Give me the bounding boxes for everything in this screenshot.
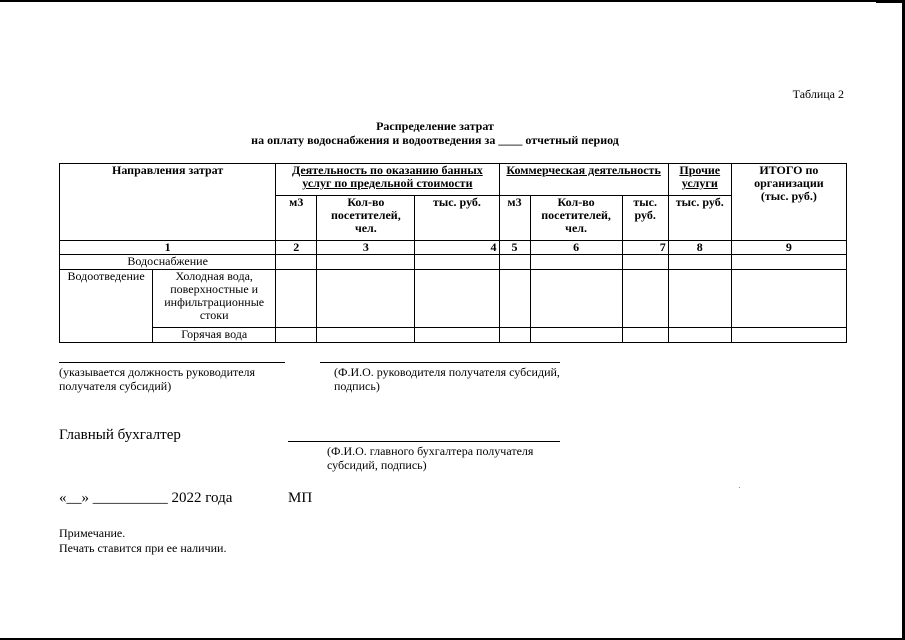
table-cell <box>276 255 317 270</box>
table-cell <box>317 328 415 343</box>
table-cell <box>530 328 622 343</box>
note-text: Печать ставится при ее наличии. <box>59 541 227 555</box>
cost-distribution-table <box>59 163 847 343</box>
accountant-fio-caption: (Ф.И.О. главного бухгалтера получателя субсидий, подпись) <box>327 444 534 472</box>
column-number: 3 <box>317 241 415 255</box>
table-cell <box>530 255 622 270</box>
table-cell <box>622 270 668 328</box>
accountant-signature-line <box>288 441 560 442</box>
table-cell <box>622 328 668 343</box>
subheader-m3: м3 <box>276 196 317 241</box>
table-cell <box>317 255 415 270</box>
table-cell <box>668 328 731 343</box>
document-title <box>200 119 670 147</box>
row-water-supply: Водоснабжение <box>60 255 276 270</box>
header-other-services: Прочие услуги <box>668 164 731 196</box>
subheader-visitors: Кол-во посетителей, чел. <box>317 196 415 241</box>
table-cell <box>499 328 530 343</box>
table-cell <box>530 270 622 328</box>
subheader-thousand-rub: тыс. руб. <box>668 196 731 241</box>
table-cell <box>622 255 668 270</box>
column-number: 2 <box>276 241 317 255</box>
subheader-m3: м3 <box>499 196 530 241</box>
stamp-label: МП <box>288 490 313 506</box>
column-number: 5 <box>499 241 530 255</box>
scan-edge-top <box>0 0 905 2</box>
column-number: 4 <box>415 241 499 255</box>
table-cell <box>668 270 731 328</box>
header-direction: Направления затрат <box>60 164 276 241</box>
table-cell <box>415 270 499 328</box>
head-fio-caption: (Ф.И.О. руководителя получателя субсидий, подпись) <box>334 365 560 393</box>
header-bath-services: Деятельность по оказанию банных услуг по предельной стоимости <box>276 164 499 196</box>
column-number: 9 <box>731 241 846 255</box>
row-cold-water: Холодная вода, поверхностные и инфильтрационные стоки <box>153 270 276 328</box>
table-cell <box>276 328 317 343</box>
column-number: 8 <box>668 241 731 255</box>
table-cell <box>415 255 499 270</box>
title-line-2: на оплату водоснабжения и водоотведения за ____ отчетный период <box>251 133 619 147</box>
table-cell <box>499 270 530 328</box>
subheader-thousand-rub: тыс. руб. <box>622 196 668 241</box>
subheader-visitors: Кол-во посетителей, чел. <box>530 196 622 241</box>
column-number: 1 <box>60 241 276 255</box>
note-heading: Примечание. <box>59 526 126 540</box>
table-cell <box>731 270 846 328</box>
scan-corner-mark <box>876 2 905 3</box>
position-caption: (указывается должность руководителя получателя субсидий) <box>59 365 256 393</box>
table-cell <box>499 255 530 270</box>
head-signature-line <box>320 362 560 363</box>
table-cell <box>668 255 731 270</box>
title-line-1: Распределение затрат <box>376 119 494 133</box>
header-total-unit: (тыс. руб.) <box>760 189 817 203</box>
header-total <box>731 164 846 241</box>
table-cell <box>731 255 846 270</box>
table-cell <box>415 328 499 343</box>
row-drainage: Водоотведение <box>60 270 153 343</box>
header-commercial: Коммерческая деятельность <box>499 164 668 196</box>
scan-speck <box>739 487 740 488</box>
column-number: 6 <box>530 241 622 255</box>
row-hot-water: Горячая вода <box>153 328 276 343</box>
chief-accountant-label: Главный бухгалтер <box>59 427 181 443</box>
column-number: 7 <box>622 241 668 255</box>
position-signature-line <box>59 362 285 363</box>
date-line: «__» __________ 2022 года <box>59 490 233 506</box>
table-number: Таблица 2 <box>792 87 844 101</box>
table-cell <box>276 270 317 328</box>
header-total-label: ИТОГО по организации <box>754 163 824 190</box>
subheader-thousand-rub: тыс. руб. <box>415 196 499 241</box>
table-cell <box>731 328 846 343</box>
table-cell <box>317 270 415 328</box>
